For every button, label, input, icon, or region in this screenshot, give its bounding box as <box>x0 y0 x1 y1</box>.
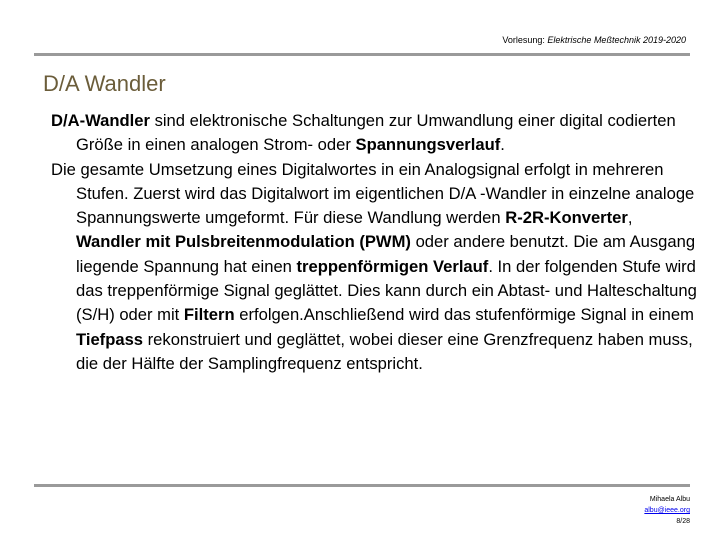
body-paragraph <box>51 109 701 158</box>
slide-header <box>502 35 686 45</box>
text-run: Die gesamte Umsetzung eines Digitalwortes in ein Analogsignal erfolgt in mehreren Stufen. Zuerst wird das Digitalwort im eigentlichen D/A -Wandler in einzelne analoge Spannungswerte umgeformt. Für diese Wandlung werden <box>51 159 695 228</box>
slide-title: D/A Wandler <box>43 71 166 96</box>
slide-body <box>51 109 701 376</box>
text-run: , <box>627 208 633 228</box>
bold-term: Spannungsverlauf <box>355 135 501 155</box>
bold-term: Tiefpass <box>76 329 144 349</box>
header-course: Elektrische Meßtechnik 2019-2020 <box>547 35 686 45</box>
page-number: 8/28 <box>676 518 690 525</box>
bottom-divider <box>34 484 690 487</box>
text-run: oder andere benutzt. Die am Ausgang liegende Spannung hat einen <box>76 232 696 276</box>
text-run: erfolgen.Anschließend wird das stufenförmige Signal in einem <box>234 305 694 325</box>
footer-author: Mihaela Albu <box>649 496 690 503</box>
footer-email-link[interactable]: albu@ieee.org <box>644 507 690 514</box>
body-paragraph <box>51 158 701 377</box>
header-prefix: Vorlesung: <box>502 35 548 45</box>
bold-term: treppenförmigen Verlauf <box>296 256 489 276</box>
text-run: . <box>500 135 505 155</box>
text-run: . In der folgenden Stufe wird das treppenförmige Signal geglättet. Dies kann durch ein Abtast- und Halteschaltung (S/H) oder mit <box>76 256 697 325</box>
bold-term: Filtern <box>183 305 235 325</box>
top-divider <box>34 53 690 56</box>
text-run: sind elektronische Schaltungen zur Umwandlung einer digital codierten Größe in einen analogen Strom- oder <box>76 111 676 155</box>
slide-footer <box>644 494 690 527</box>
bold-term: D/A-Wandler <box>51 111 150 130</box>
bold-term: Wandler mit Pulsbreitenmodulation (PWM) <box>76 232 411 252</box>
bold-term: R-2R-Konverter <box>505 208 628 228</box>
text-run: rekonstruiert und geglättet, wobei dieser eine Grenzfrequenz haben muss, die der Hälfte der Samplingfrequenz entspricht. <box>76 329 693 373</box>
